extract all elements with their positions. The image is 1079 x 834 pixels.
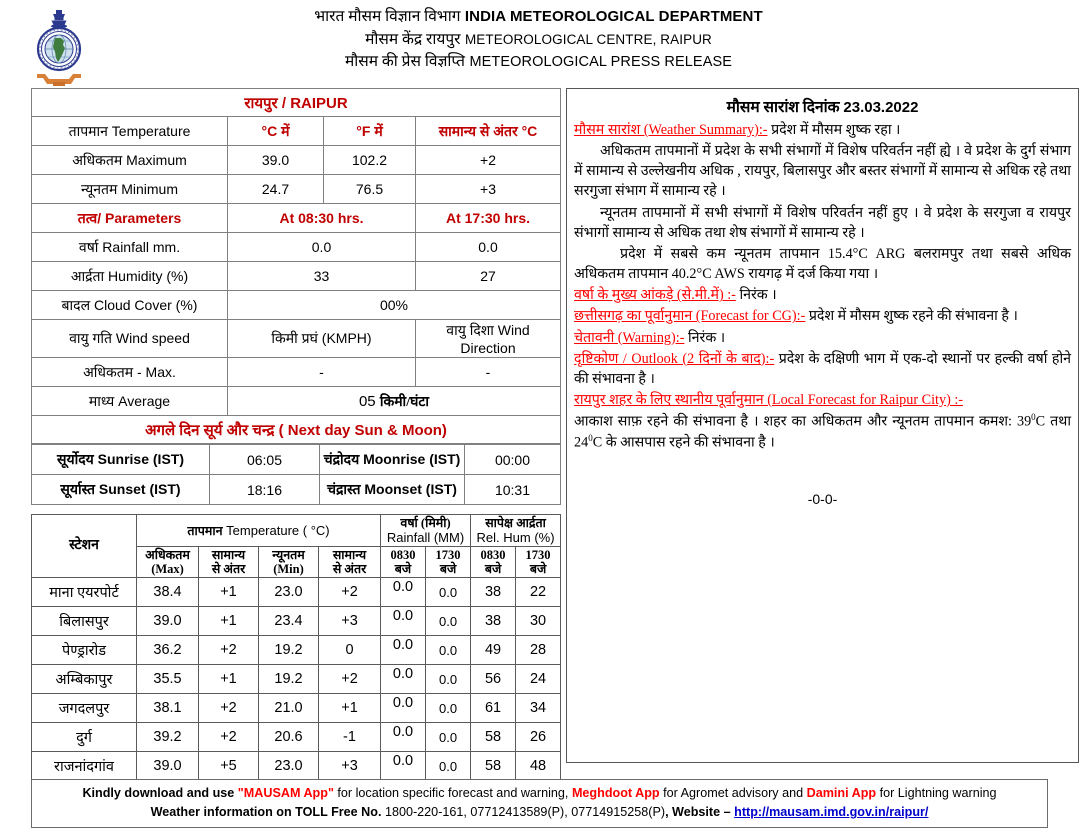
local-degree-sup-2: 0 bbox=[588, 433, 593, 444]
station-hum-0830: 38 bbox=[471, 607, 516, 636]
moonrise-value: 00:00 bbox=[465, 445, 561, 475]
footer-l1-part4: for Lightning warning bbox=[876, 786, 997, 800]
summary-title-date: 23.03.2022 bbox=[843, 99, 919, 116]
min-dep-line1: सामान्य bbox=[332, 548, 367, 562]
header-titles bbox=[118, 6, 1079, 74]
rainfall-group-en: Rainfall (MM) bbox=[386, 530, 465, 545]
weather-summary-panel bbox=[566, 88, 1079, 763]
footer-mausam-app: "MAUSAM App" bbox=[237, 786, 334, 800]
station-max: 38.1 bbox=[137, 694, 199, 723]
imd-emblem-icon bbox=[27, 8, 91, 88]
station-min-dep: +3 bbox=[319, 607, 381, 636]
rainfall-label: वर्षा Rainfall mm. bbox=[32, 233, 228, 262]
station-rows-body bbox=[32, 578, 561, 781]
station-hum-0830: 38 bbox=[471, 578, 516, 607]
station-hum-1730: 34 bbox=[516, 694, 561, 723]
station-rain-0830 bbox=[381, 694, 426, 723]
local-forecast-heading bbox=[574, 390, 1071, 410]
hum-0830-sub-header bbox=[471, 547, 516, 578]
station-min: 21.0 bbox=[259, 694, 319, 723]
max-dep-line1: सामान्य bbox=[211, 548, 246, 562]
station-rain-1730: 0.0 bbox=[426, 723, 471, 752]
humidity-0830: 33 bbox=[228, 262, 416, 291]
footer-banner bbox=[31, 779, 1048, 828]
left-column bbox=[31, 88, 561, 781]
station-hum-0830: 49 bbox=[471, 636, 516, 665]
header-line-3-en: METEOROLOGICAL PRESS RELEASE bbox=[469, 54, 733, 71]
parameters-time-1730: At 17:30 hrs. bbox=[416, 204, 561, 233]
local-forecast-part2: C तथा 24 bbox=[574, 413, 1071, 451]
warning-text: निरंक । bbox=[687, 329, 726, 346]
station-min: 19.2 bbox=[259, 665, 319, 694]
parameters-header-row bbox=[32, 204, 561, 233]
station-name: पेण्ड्रारोड bbox=[32, 636, 137, 665]
maximum-label: अधिकतम Maximum bbox=[32, 146, 228, 175]
main-content bbox=[0, 88, 1079, 781]
rain-0830-sub-header bbox=[381, 547, 426, 578]
wind-average-value bbox=[228, 387, 561, 416]
wind-average-label: माध्य Average bbox=[32, 387, 228, 416]
hum-0830-unit: बजे bbox=[484, 562, 502, 576]
station-observations-table bbox=[31, 514, 561, 781]
cloud-cover-row bbox=[32, 291, 561, 320]
rain-0830-time: 0830 bbox=[390, 548, 416, 562]
local-degree-sup-1: 0 bbox=[1031, 412, 1036, 423]
maximum-row bbox=[32, 146, 561, 175]
local-forecast-part3: C के आसपास रहने की संभावना है । bbox=[592, 434, 775, 451]
humidity-1730: 27 bbox=[416, 262, 561, 291]
station-max: 39.2 bbox=[137, 723, 199, 752]
station-name: अम्बिकापुर bbox=[32, 665, 137, 694]
station-hum-0830: 58 bbox=[471, 723, 516, 752]
warning-label: चेतावनी (Warning):- bbox=[574, 329, 685, 346]
station-hum-1730: 22 bbox=[516, 578, 561, 607]
station-rain-0830-value: 0.0 bbox=[392, 666, 414, 682]
rainfall-group-hi: वर्षा (मिमी) bbox=[400, 516, 451, 530]
celsius-header: °C में bbox=[228, 117, 324, 146]
station-hum-1730: 26 bbox=[516, 723, 561, 752]
station-hum-1730: 48 bbox=[516, 752, 561, 781]
station-group-header-row bbox=[32, 515, 561, 547]
humidity-group-hi: सापेक्ष आर्द्रता bbox=[485, 516, 546, 530]
wind-direction-header: वायु दिशा Wind Direction bbox=[416, 320, 561, 358]
rainfall-figures-line bbox=[574, 285, 1071, 305]
station-hum-0830: 61 bbox=[471, 694, 516, 723]
sunset-moonset-row bbox=[32, 475, 561, 505]
header-line-3-hi: मौसम की प्रेस विज्ञप्ति bbox=[344, 53, 466, 71]
raipur-observations-table bbox=[31, 88, 561, 444]
header-line-1-hi: भारत मौसम विज्ञान विभाग bbox=[314, 8, 461, 25]
raipur-title: रायपुर / RAIPUR bbox=[32, 89, 561, 117]
station-rain-0830-value: 0.0 bbox=[392, 608, 414, 624]
sunset-label: सूर्यास्त Sunset (IST) bbox=[32, 475, 210, 505]
station-name: बिलासपुर bbox=[32, 607, 137, 636]
footer-l2-part1: Weather information on TOLL Free No. bbox=[150, 805, 385, 820]
station-hum-1730: 28 bbox=[516, 636, 561, 665]
humidity-group-en: Rel. Hum (%) bbox=[476, 530, 555, 545]
weather-summary-line bbox=[574, 120, 1071, 140]
station-rain-0830 bbox=[381, 752, 426, 781]
station-rain-0830-value: 0.0 bbox=[392, 637, 414, 653]
min-dep-sub-header bbox=[319, 547, 381, 578]
temperature-group-header bbox=[137, 515, 381, 547]
footer-website-link[interactable]: http://mausam.imd.gov.in/raipur/ bbox=[734, 805, 929, 820]
logo-container bbox=[0, 6, 118, 88]
station-min-dep: +2 bbox=[319, 665, 381, 694]
sunset-value: 18:16 bbox=[210, 475, 320, 505]
table-row bbox=[32, 694, 561, 723]
hum-1730-unit: बजे bbox=[529, 562, 547, 576]
rain-1730-sub-header bbox=[426, 547, 471, 578]
station-min: 23.4 bbox=[259, 607, 319, 636]
page-header bbox=[0, 0, 1079, 88]
minimum-row bbox=[32, 175, 561, 204]
station-rain-0830-value: 0.0 bbox=[392, 753, 414, 769]
station-min-dep: -1 bbox=[319, 723, 381, 752]
station-hum-1730: 30 bbox=[516, 607, 561, 636]
station-rain-0830 bbox=[381, 578, 426, 607]
rainfall-row bbox=[32, 233, 561, 262]
station-name: राजनांदगांव bbox=[32, 752, 137, 781]
footer-line-2 bbox=[34, 803, 1045, 822]
station-col-header: स्टेशन bbox=[32, 515, 137, 578]
footer-l2-part2: , Website – bbox=[665, 805, 735, 820]
table-row bbox=[32, 578, 561, 607]
humidity-row bbox=[32, 262, 561, 291]
sunrise-label: सूर्योदय Sunrise (IST) bbox=[32, 445, 210, 475]
station-max-dep: +1 bbox=[199, 607, 259, 636]
min-sub-hi: न्यूनतम bbox=[272, 548, 305, 562]
min-dep-line2: से अंतर bbox=[332, 562, 367, 576]
station-rain-0830 bbox=[381, 665, 426, 694]
min-sub-header bbox=[259, 547, 319, 578]
station-rain-0830-value: 0.0 bbox=[392, 579, 414, 595]
footer-meghdoot-app: Meghdoot App bbox=[571, 786, 660, 800]
station-rain-0830-value: 0.0 bbox=[392, 724, 414, 740]
maximum-departure: +2 bbox=[416, 146, 561, 175]
hum-1730-sub-header bbox=[516, 547, 561, 578]
station-max: 39.0 bbox=[137, 752, 199, 781]
fahrenheit-header: °F में bbox=[324, 117, 416, 146]
minimum-celsius: 24.7 bbox=[228, 175, 324, 204]
minimum-label: न्यूनतम Minimum bbox=[32, 175, 228, 204]
station-max: 39.0 bbox=[137, 607, 199, 636]
max-sub-header bbox=[137, 547, 199, 578]
table-row bbox=[32, 752, 561, 781]
header-line-2-en: METEOROLOGICAL CENTRE, RAIPUR bbox=[464, 31, 712, 47]
station-max-dep: +2 bbox=[199, 694, 259, 723]
table-row bbox=[32, 723, 561, 752]
station-max: 35.5 bbox=[137, 665, 199, 694]
rainfall-0830: 0.0 bbox=[228, 233, 416, 262]
rain-0830-unit: बजे bbox=[394, 562, 412, 576]
table-title-row bbox=[32, 89, 561, 117]
max-sub-en: (Max) bbox=[151, 562, 184, 576]
station-hum-0830: 56 bbox=[471, 665, 516, 694]
minimum-fahrenheit: 76.5 bbox=[324, 175, 416, 204]
min-temp-paragraph: न्यूनतम तापमानों में सभी संभागों में विशेष परिवर्तन नहीं हुए । वे प्रदेश के सरगुजा व रायपुर संभागों सामान्य से अधिक तथा शेष संभागों में सामान्य रहे । bbox=[574, 204, 1071, 241]
cloud-cover-label: बादल Cloud Cover (%) bbox=[32, 291, 228, 320]
moonset-value: 10:31 bbox=[465, 475, 561, 505]
header-line-1 bbox=[118, 6, 959, 29]
cloud-cover-value: 00% bbox=[228, 291, 561, 320]
max-temp-paragraph: अधिकतम तापमानों में प्रदेश के सभी संभागों में विशेष परिवर्तन नहीं ह्ये । वे प्रदेश के दुर्ग संभाग में सामान्य से उल्लेखनीय अधिक , रायपुर, बिलासपुर और बस्तर संभागों में सामान्य से अधिक रहे तथा सरगुजा संभाग में सामान्य रहे । bbox=[574, 143, 1071, 200]
station-min-dep: +3 bbox=[319, 752, 381, 781]
station-max-dep: +2 bbox=[199, 636, 259, 665]
station-name: दुर्ग bbox=[32, 723, 137, 752]
station-rain-1730: 0.0 bbox=[426, 578, 471, 607]
station-min-dep: +1 bbox=[319, 694, 381, 723]
moonrise-label: चंद्रोदय Moonrise (IST) bbox=[320, 445, 465, 475]
station-min: 23.0 bbox=[259, 578, 319, 607]
rainfall-figures-text: निरंक । bbox=[739, 287, 777, 304]
rainfall-group-header bbox=[381, 515, 471, 547]
station-name: माना एयरपोर्ट bbox=[32, 578, 137, 607]
outlook-line bbox=[574, 349, 1071, 389]
footer-toll-free-numbers: 1800-220-161, 07712413589(P), 07714915258(P) bbox=[384, 805, 666, 820]
wind-max-speed: - bbox=[228, 358, 416, 387]
summary-title-hi: मौसम सारांश दिनांक bbox=[726, 99, 840, 116]
wind-average-number: 05 bbox=[358, 392, 380, 410]
wind-speed-label: वायु गति Wind speed bbox=[32, 320, 228, 358]
footer-l1-part1: Kindly download and use bbox=[82, 786, 238, 800]
weather-summary-text: प्रदेश में मौसम शुष्क रहा । bbox=[771, 122, 901, 138]
humidity-label: आर्द्रता Humidity (%) bbox=[32, 262, 228, 291]
header-line-2-hi: मौसम केंद्र रायपुर bbox=[365, 30, 461, 48]
extremes-paragraph: प्रदेश में सबसे कम न्यूनतम तापमान 15.4°C ARG बलरामपुर तथा सबसे अधिक अधिकतम तापमान 40.2°C AWS रायगढ़ में दर्ज किया गया । bbox=[574, 245, 1071, 283]
warning-line bbox=[574, 328, 1071, 348]
cg-forecast-label: छत्तीसगढ़ का पूर्वानुमान (Forecast for CG):- bbox=[574, 308, 806, 325]
sun-moon-table bbox=[31, 444, 561, 505]
station-min: 19.2 bbox=[259, 636, 319, 665]
parameters-time-0830: At 08:30 hrs. bbox=[228, 204, 416, 233]
station-rain-0830-value: 0.0 bbox=[392, 695, 414, 711]
local-forecast-label: रायपुर शहर के लिए स्थानीय पूर्वानुमान (Local Forecast for Raipur City) :- bbox=[574, 392, 964, 409]
footer-l1-part3: for Agromet advisory and bbox=[659, 786, 807, 800]
station-max-dep: +1 bbox=[199, 665, 259, 694]
station-rain-0830 bbox=[381, 636, 426, 665]
footer-line-1 bbox=[34, 784, 1045, 803]
station-min: 20.6 bbox=[259, 723, 319, 752]
min-sub-en: (Min) bbox=[273, 562, 304, 576]
maximum-celsius: 39.0 bbox=[228, 146, 324, 175]
station-max-dep: +1 bbox=[199, 578, 259, 607]
cg-forecast-text: प्रदेश में मौसम शुष्क रहने की संभावना है । bbox=[808, 308, 1018, 325]
hum-1730-time: 1730 bbox=[525, 548, 551, 562]
station-name: जगदलपुर bbox=[32, 694, 137, 723]
header-line-1-en: INDIA METEOROLOGICAL DEPARTMENT bbox=[464, 8, 763, 25]
rainfall-1730: 0.0 bbox=[416, 233, 561, 262]
departure-header: सामान्य से अंतर °C bbox=[416, 117, 561, 146]
outlook-text: प्रदेश के दक्षिणी भाग में एक-दो स्थानों पर हल्की वर्षा होने की संभावना है । bbox=[574, 350, 1071, 387]
sunrise-value: 06:05 bbox=[210, 445, 320, 475]
station-max-dep: +5 bbox=[199, 752, 259, 781]
station-rain-1730: 0.0 bbox=[426, 694, 471, 723]
table-row bbox=[32, 607, 561, 636]
rainfall-figures-label: वर्षा के मुख्य आंकड़े (से.मी.में) :- bbox=[574, 287, 736, 304]
max-sub-hi: अधिकतम bbox=[145, 548, 190, 562]
station-rain-1730: 0.0 bbox=[426, 636, 471, 665]
moonset-label: चंद्रास्त Moonset (IST) bbox=[320, 475, 465, 505]
wind-average-unit: किमी/घंटा bbox=[379, 394, 430, 410]
max-dep-line2: से अंतर bbox=[211, 562, 246, 576]
station-hum-0830: 58 bbox=[471, 752, 516, 781]
wind-max-label: अधिकतम - Max. bbox=[32, 358, 228, 387]
table-row bbox=[32, 636, 561, 665]
parameters-label: तत्व/ Parameters bbox=[32, 204, 228, 233]
wind-kmph-header: किमी प्रघं (KMPH) bbox=[228, 320, 416, 358]
outlook-label: दृष्टिकोण / Outlook (2 दिनों के बाद):- bbox=[574, 350, 775, 367]
cg-forecast-line bbox=[574, 306, 1071, 326]
footer-damini-app: Damini App bbox=[806, 786, 877, 800]
wind-max-row bbox=[32, 358, 561, 387]
maximum-fahrenheit: 102.2 bbox=[324, 146, 416, 175]
temperature-group-hi: तापमान bbox=[187, 524, 223, 538]
footer-l1-part2: for location specific forecast and warning, bbox=[333, 786, 572, 800]
station-hum-1730: 24 bbox=[516, 665, 561, 694]
minimum-departure: +3 bbox=[416, 175, 561, 204]
temperature-group-en: Temperature ( °C) bbox=[226, 523, 330, 538]
station-min-dep: +2 bbox=[319, 578, 381, 607]
temperature-header-row bbox=[32, 117, 561, 146]
station-min: 23.0 bbox=[259, 752, 319, 781]
summary-panel-title bbox=[574, 95, 1071, 117]
temperature-label: तापमान Temperature bbox=[32, 117, 228, 146]
max-dep-sub-header bbox=[199, 547, 259, 578]
local-forecast-text bbox=[574, 411, 1071, 453]
station-rain-1730: 0.0 bbox=[426, 607, 471, 636]
local-forecast-part1: आकाश साफ़ रहने की संभावना है । शहर का अधिकतम और न्यूनतम तापमान कमश: 39 bbox=[574, 413, 1032, 430]
header-line-3 bbox=[118, 51, 959, 74]
table-row bbox=[32, 665, 561, 694]
sunrise-moonrise-row bbox=[32, 445, 561, 475]
station-rain-0830 bbox=[381, 607, 426, 636]
weather-summary-label: मौसम सारांश (Weather Summary):- bbox=[574, 122, 768, 138]
station-rain-1730: 0.0 bbox=[426, 665, 471, 694]
station-rain-0830 bbox=[381, 723, 426, 752]
hum-0830-time: 0830 bbox=[480, 548, 506, 562]
header-line-2 bbox=[118, 29, 959, 52]
station-rain-1730: 0.0 bbox=[426, 752, 471, 781]
rain-1730-unit: बजे bbox=[439, 562, 457, 576]
rain-1730-time: 1730 bbox=[435, 548, 461, 562]
humidity-group-header bbox=[471, 515, 561, 547]
station-min-dep: 0 bbox=[319, 636, 381, 665]
end-mark: -0-0- bbox=[807, 490, 838, 507]
sun-moon-title: अगले दिन सूर्य और चन्द्र ( Next day Sun & Moon) bbox=[32, 416, 561, 444]
station-max: 38.4 bbox=[137, 578, 199, 607]
wind-max-direction: - bbox=[416, 358, 561, 387]
sun-moon-title-row bbox=[32, 416, 561, 444]
wind-average-row bbox=[32, 387, 561, 416]
station-max: 36.2 bbox=[137, 636, 199, 665]
station-max-dep: +2 bbox=[199, 723, 259, 752]
wind-speed-header-row bbox=[32, 320, 561, 358]
